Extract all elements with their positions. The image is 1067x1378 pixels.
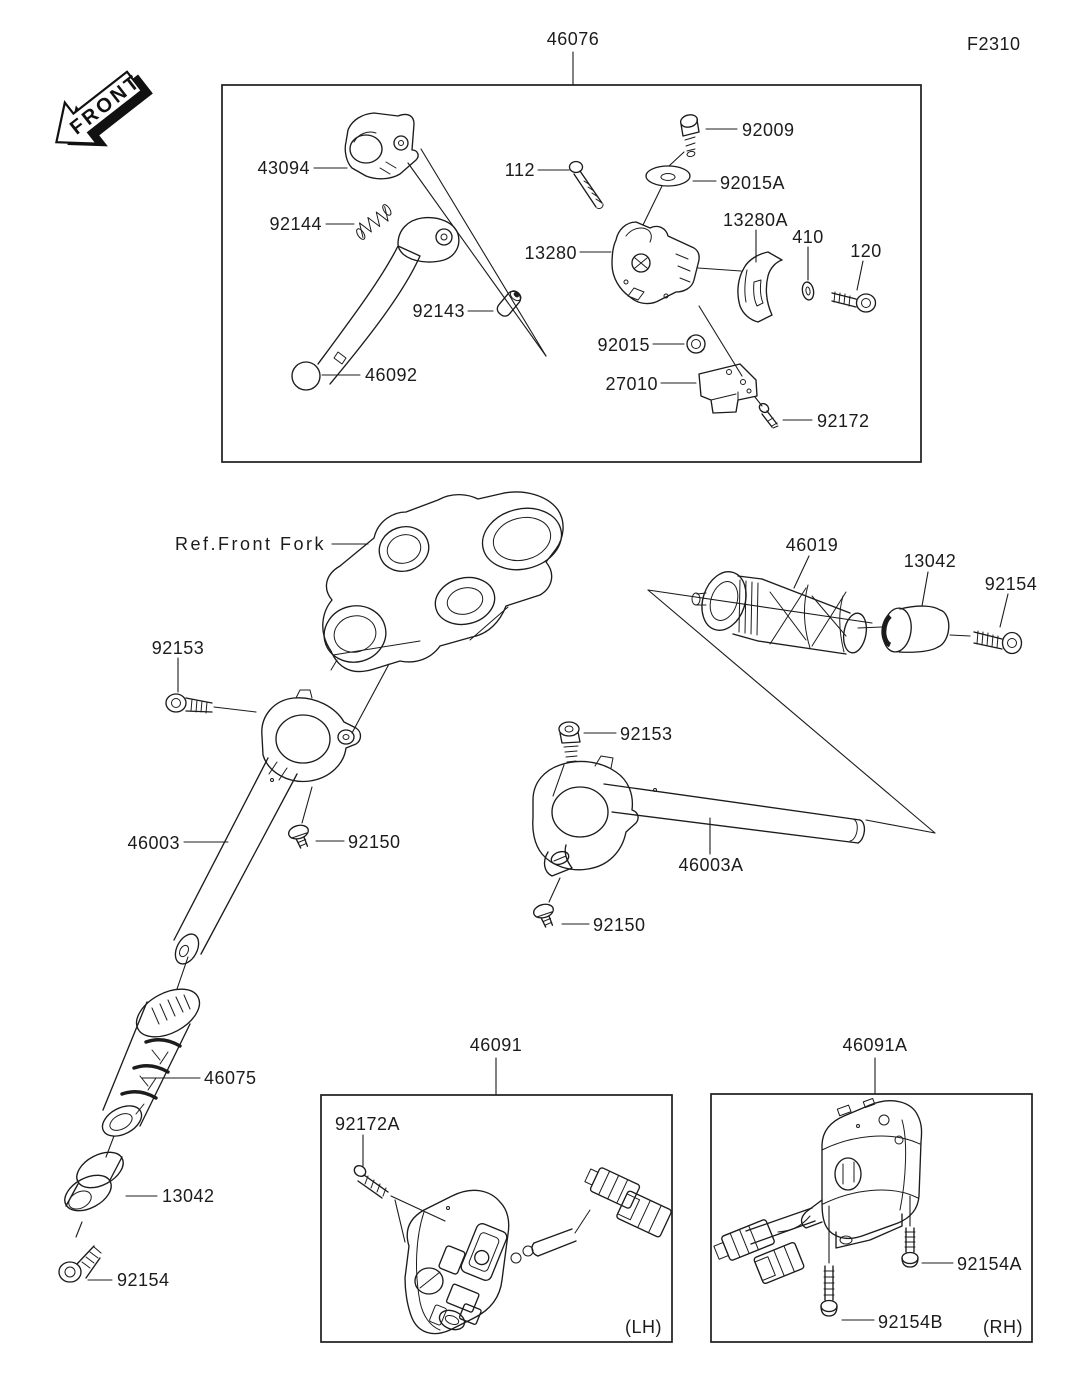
bolt-120-drawing xyxy=(832,292,876,312)
label-92143: 92143 xyxy=(412,301,465,321)
leader-92154-right xyxy=(1000,594,1008,627)
label-13280A: 13280A xyxy=(723,210,789,230)
axis-throttle-sleeve xyxy=(858,627,882,628)
pointer-92172A-2 xyxy=(395,1200,405,1242)
screw-92172-drawing xyxy=(758,402,778,428)
rh-switch-illustration xyxy=(712,1098,1023,1337)
end-bolt-92154-left-drawing xyxy=(59,1246,101,1282)
label-46075: 46075 xyxy=(204,1068,257,1088)
label-92150-right: 92150 xyxy=(593,915,646,935)
figure-frames xyxy=(222,85,1032,1342)
label-112: 112 xyxy=(504,160,535,180)
axis-sleeve-bolt xyxy=(76,1222,82,1237)
rh-cable-drawing xyxy=(712,1208,815,1284)
washer-410-drawing xyxy=(801,281,815,301)
label-43094: 43094 xyxy=(257,158,310,178)
screw-92172A-drawing xyxy=(352,1163,388,1198)
label-13042-left: 13042 xyxy=(162,1186,215,1206)
label-410: 410 xyxy=(792,227,824,247)
label-92153-right: 92153 xyxy=(620,724,673,744)
triple-clamp-illustration xyxy=(318,492,568,672)
label-46091A: 46091A xyxy=(842,1035,908,1055)
page-code: F2310 xyxy=(967,34,1021,54)
lh-cable-drawing xyxy=(511,1164,672,1263)
left-bar-illustration xyxy=(166,690,361,968)
label-92154A: 92154A xyxy=(957,1254,1023,1274)
rh-switch-frame xyxy=(711,1094,1032,1342)
left-clamp-drawing xyxy=(262,690,361,781)
label-92154-right: 92154 xyxy=(984,574,1038,594)
lever-box-pointer-lines xyxy=(408,149,762,406)
screw-92154A-drawing xyxy=(902,1228,918,1267)
screw-92154B-drawing xyxy=(821,1266,837,1316)
left-grip-illustration xyxy=(59,957,208,1282)
holder-13280-drawing xyxy=(612,222,699,304)
lever-assembly-frame xyxy=(222,85,921,462)
rh-housing-drawing xyxy=(802,1098,922,1248)
right-bar-tube-drawing xyxy=(604,784,864,843)
bracket-27010-drawing xyxy=(699,364,757,413)
nut-92015-drawing xyxy=(687,335,705,353)
pivot-pin-92143-drawing xyxy=(495,288,524,318)
leader-13042-right xyxy=(922,572,928,606)
label-92172A: 92172A xyxy=(335,1114,401,1134)
grip-46075-drawing xyxy=(97,979,207,1142)
throttle-grip-illustration xyxy=(648,566,1022,833)
label-46076: 46076 xyxy=(546,29,600,49)
label-92144: 92144 xyxy=(269,214,322,234)
label-46019: 46019 xyxy=(785,535,839,555)
leader-120 xyxy=(857,261,863,290)
washer-92015A-drawing xyxy=(646,166,690,186)
label-92154-left: 92154 xyxy=(117,1270,170,1290)
label-92154B: 92154B xyxy=(878,1312,944,1332)
leader-92150-right xyxy=(549,878,560,902)
left-bar-tube-drawing xyxy=(171,758,297,968)
sleeve-13042-left-drawing xyxy=(59,1145,129,1218)
label-46091: 46091 xyxy=(469,1035,523,1055)
leader-92150-left xyxy=(302,787,312,823)
bolt-112-drawing xyxy=(570,162,604,209)
label-46003: 46003 xyxy=(127,833,180,853)
label-92009: 92009 xyxy=(742,120,795,140)
front-arrow xyxy=(40,56,161,169)
leader-92153-right xyxy=(553,765,564,796)
dash-92153-left xyxy=(214,707,256,712)
pointer-throttle-2 xyxy=(866,820,935,833)
front-arrow-label: FRONT xyxy=(66,70,146,140)
label-92150-left: 92150 xyxy=(348,832,401,852)
right-clamp-drawing xyxy=(533,756,638,876)
perch-43094-drawing xyxy=(345,113,418,179)
sleeve-13042-right-drawing xyxy=(880,606,949,654)
axis-sleeve-bolt-right xyxy=(950,635,970,636)
screw-92150-left-drawing xyxy=(287,823,312,850)
clamp-13280A-drawing xyxy=(738,252,782,322)
handlebar-labels xyxy=(88,535,1037,1290)
label-92172: 92172 xyxy=(817,411,870,431)
throttle-46019-drawing xyxy=(692,566,869,655)
right-bar-illustration xyxy=(532,722,864,929)
label-ref-front-fork: Ref.Front Fork xyxy=(175,534,327,554)
screw-92150-right-drawing xyxy=(532,902,557,929)
leader-46019 xyxy=(794,556,809,588)
label-46003A: 46003A xyxy=(678,855,744,875)
clamp-bolt-92153-left-drawing xyxy=(166,694,212,713)
axis-grip-sleeve xyxy=(106,1136,114,1157)
lh-housing-drawing xyxy=(405,1190,509,1333)
label-120: 120 xyxy=(850,241,882,261)
end-bolt-92154-right-drawing xyxy=(974,631,1022,654)
label-rh: (RH) xyxy=(983,1317,1023,1337)
pointer-clamp-to-left-bar xyxy=(352,664,389,733)
bolt-92009-drawing xyxy=(679,113,699,157)
label-46092: 46092 xyxy=(365,365,418,385)
label-27010: 27010 xyxy=(605,374,658,394)
label-13280: 13280 xyxy=(524,243,577,263)
lh-switch-illustration xyxy=(335,1114,672,1337)
label-92153-left: 92153 xyxy=(151,638,205,658)
label-92015: 92015 xyxy=(597,335,650,355)
spring-92144-drawing xyxy=(352,203,396,240)
clamp-bolt-92153-right-drawing xyxy=(559,722,580,762)
label-lh: (LH) xyxy=(625,1317,662,1337)
label-92015A: 92015A xyxy=(720,173,786,193)
label-13042-right: 13042 xyxy=(903,551,957,571)
